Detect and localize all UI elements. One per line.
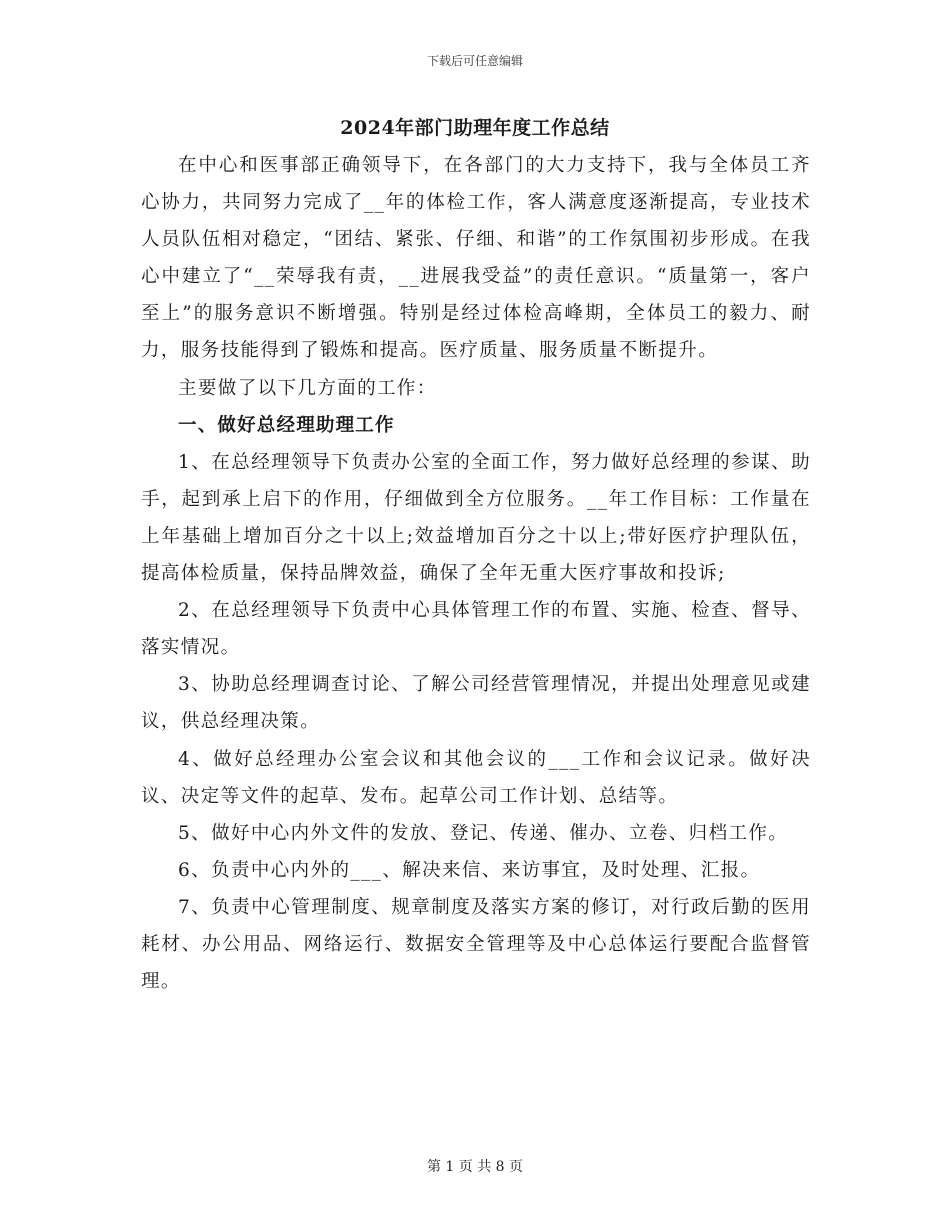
list-item: 1、在总经理领导下负责办公室的全面工作，努力做好总经理的参谋、助手，起到承上启下的作用，仔细做到全方位服务。__年工作目标：工作量在上年基础上增加百分之十以上;效益增加百分之十以上;带好医疗护理队伍，提高体检质量，保持品牌效益，确保了全年无重大医疗事故和投诉;: [141, 451, 811, 585]
intro-paragraph: 在中心和医事部正确领导下，在各部门的大力支持下，我与全体员工齐心协力，共同努力完成了__年的体检工作，客人满意度逐渐提高，专业技术人员队伍相对稳定，“团结、紧张、仔细、和谐”的工作氛围初步形成。在我心中建立了“__荣辱我有责，__进展我受益”的责任意识。“质量第一，客户至上”的服务意识不断增强。特别是经过体检高峰期，全体员工的毅力、耐力，服务技能得到了锻炼和提高。医疗质量、服务质量不断提升。: [141, 155, 811, 362]
document-body: [141, 147, 811, 1000]
section-heading: 一、做好总经理助理工作: [178, 414, 395, 436]
list-item: 7、负责中心管理制度、规章制度及落实方案的修订，对行政后勤的医用耗材、办公用品、网络运行、数据安全管理等及中心总体运行要配合监督管理。: [141, 896, 811, 993]
header-note: 下载后可任意编辑: [426, 54, 523, 68]
list-item: 3、协助总经理调查讨论、了解公司经营管理情况，并提出处理意见或建议，供总经理决策。: [141, 674, 811, 733]
page-footer: 第 1 页 共 8 页: [426, 1159, 524, 1175]
list-item: 5、做好中心内外文件的发放、登记、传递、催办、立卷、归档工作。: [178, 822, 789, 844]
list-item: 6、负责中心内外的___、解决来信、来访事宜，及时处理、汇报。: [178, 859, 761, 881]
work-summary-lead: 主要做了以下几方面的工作：: [178, 377, 437, 399]
list-item: 2、在总经理领导下负责中心具体管理工作的布置、实施、检查、督导、落实情况。: [141, 600, 811, 659]
list-item: 4、做好总经理办公室会议和其他会议的___工作和会议记录。做好决议、决定等文件的起草、发布。起草公司工作计划、总结等。: [141, 748, 811, 807]
document-title: 2024年部门助理年度工作总结: [340, 117, 610, 139]
